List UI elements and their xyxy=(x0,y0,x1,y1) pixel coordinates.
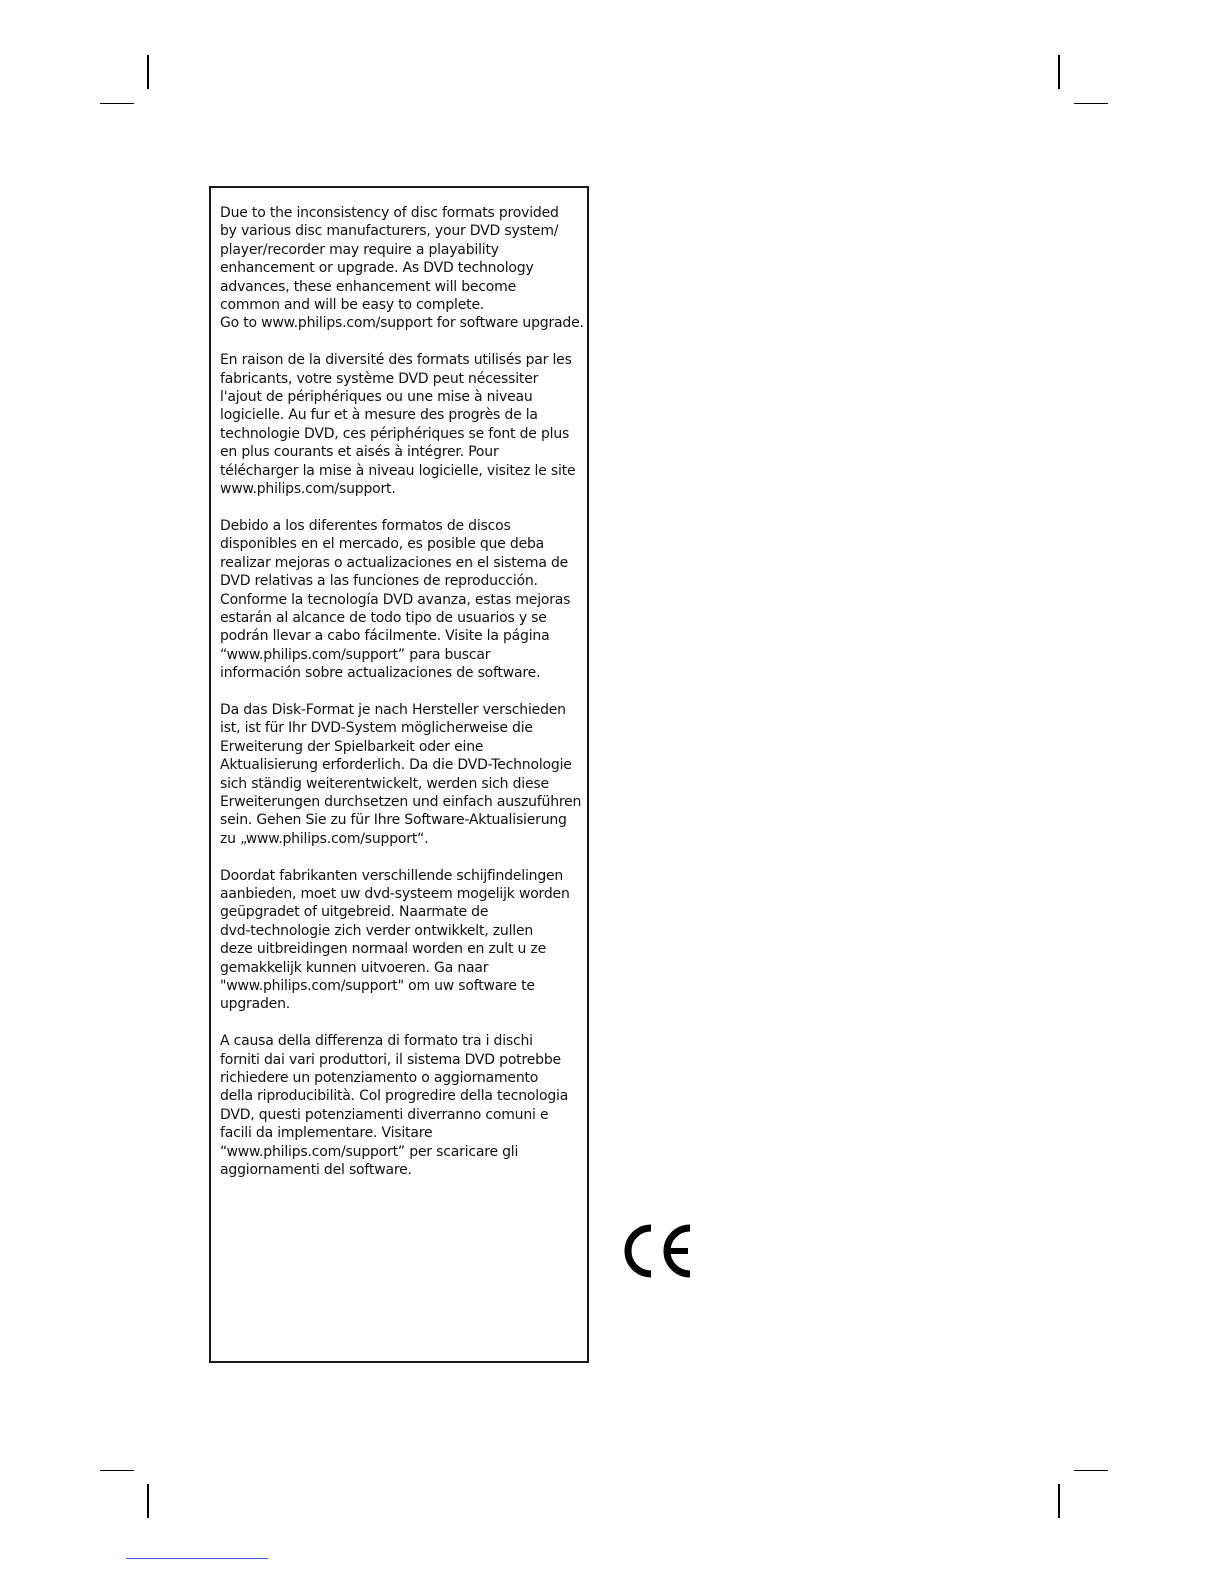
accent-line xyxy=(126,1558,268,1559)
notice-line: télécharger la mise à niveau logicielle, visitez le site xyxy=(220,462,576,479)
crop-mark-bottom-left-vertical xyxy=(147,1484,149,1518)
notice-line: “www.philips.com/support” per scaricare gli xyxy=(220,1143,519,1160)
notice-line: sich ständig weiterentwickelt, werden sich diese xyxy=(220,775,549,792)
notice-line: disponibles en el mercado, es posible que deba xyxy=(220,536,545,553)
notice-line: aanbieden, moet uw dvd-systeem mogelijk worden xyxy=(220,885,570,902)
notice-line: “www.philips.com/support” para buscar xyxy=(220,646,491,663)
notice-line: advances, these enhancement will become xyxy=(220,278,517,295)
notice-line: dvd-technologie zich verder ontwikkelt, zullen xyxy=(220,922,534,939)
notice-line: facili da implementare. Visitare xyxy=(220,1125,433,1142)
notice-line: sein. Gehen Sie zu für Ihre Software-Aktualisierung xyxy=(220,812,567,829)
notice-paragraph-en xyxy=(220,204,592,333)
notice-paragraph-de xyxy=(220,701,592,848)
notice-line: en plus courants et aisés à intégrer. Pour xyxy=(220,444,499,461)
notice-line: Go to www.philips.com/support for software upgrade. xyxy=(220,315,584,332)
notice-line: DVD relativas a las funciones de reproducción. xyxy=(220,573,538,590)
notice-line: della riproducibilità. Col progredire della tecnologia xyxy=(220,1088,569,1105)
notice-line: logicielle. Au fur et à mesure des progrès de la xyxy=(220,407,538,424)
ce-mark-icon xyxy=(620,1224,694,1278)
notice-line: richiedere un potenziamento o aggiornamento xyxy=(220,1070,539,1087)
notice-line: aggiornamenti del software. xyxy=(220,1162,412,1179)
notice-line: información sobre actualizaciones de software. xyxy=(220,665,541,682)
crop-mark-top-left-horizontal xyxy=(100,103,134,104)
notice-line: Due to the inconsistency of disc formats provided xyxy=(220,205,559,221)
notice-line: deze uitbreidingen normaal worden en zult u ze xyxy=(220,941,546,958)
notice-paragraph-fr xyxy=(220,351,592,498)
notice-line: Conforme la tecnología DVD avanza, estas mejoras xyxy=(220,591,571,608)
notice-line: A causa della differenza di formato tra i dischi xyxy=(220,1033,533,1050)
notice-line: ist, ist für Ihr DVD-System möglicherweise die xyxy=(220,720,533,737)
notice-line: DVD, questi potenziamenti diverranno comuni e xyxy=(220,1106,549,1123)
notice-line: Erweiterung der Spielbarkeit oder eine xyxy=(220,738,484,755)
notice-line: Erweiterungen durchsetzen und einfach auszuführen xyxy=(220,793,582,810)
notice-paragraph-nl xyxy=(220,867,592,1014)
notice-line: by various disc manufacturers, your DVD system/ xyxy=(220,223,559,240)
notice-line: estarán al alcance de todo tipo de usuarios y se xyxy=(220,609,547,626)
crop-mark-top-left-vertical xyxy=(147,55,149,89)
notice-line: Da das Disk-Format je nach Hersteller verschieden xyxy=(220,701,566,718)
notice-line: fabricants, votre système DVD peut nécessiter xyxy=(220,370,539,387)
notice-line: zu „www.philips.com/support“. xyxy=(220,830,429,847)
notice-line: technologie DVD, ces périphériques se font de plus xyxy=(220,425,570,442)
notice-line: En raison de la diversité des formats utilisés par les xyxy=(220,352,572,369)
crop-mark-top-right-vertical xyxy=(1058,55,1060,89)
notice-line: www.philips.com/support. xyxy=(220,481,396,498)
notice-paragraph-es xyxy=(220,517,592,683)
notice-line: "www.philips.com/support" om uw software te xyxy=(220,978,535,994)
notice-line: common and will be easy to complete. xyxy=(220,297,485,314)
notice-paragraph-it xyxy=(220,1032,592,1179)
notice-line: geüpgradet of uitgebreid. Naarmate de xyxy=(220,904,489,921)
notice-line: forniti dai vari produttori, il sistema DVD potrebbe xyxy=(220,1051,561,1068)
notice-line: Aktualisierung erforderlich. Da die DVD-Technologie xyxy=(220,757,572,774)
notice-line: Doordat fabrikanten verschillende schijfindelingen xyxy=(220,867,564,884)
notice-line: enhancement or upgrade. As DVD technology xyxy=(220,260,534,277)
notice-line: l'ajout de périphériques ou une mise à niveau xyxy=(220,389,533,406)
notice-line: player/recorder may require a playability xyxy=(220,241,499,258)
crop-mark-bottom-right-vertical xyxy=(1058,1484,1060,1518)
crop-mark-bottom-left-horizontal xyxy=(100,1470,134,1471)
upgrade-notice-text xyxy=(220,204,592,1198)
notice-line: gemakkelijk kunnen uitvoeren. Ga naar xyxy=(220,959,489,976)
notice-line: realizar mejoras o actualizaciones en el sistema de xyxy=(220,554,569,571)
notice-line: upgraden. xyxy=(220,996,291,1013)
crop-mark-top-right-horizontal xyxy=(1074,103,1108,104)
notice-line: Debido a los diferentes formatos de discos xyxy=(220,517,511,534)
crop-mark-bottom-right-horizontal xyxy=(1074,1470,1108,1471)
notice-line: podrán llevar a cabo fácilmente. Visite la página xyxy=(220,628,550,645)
